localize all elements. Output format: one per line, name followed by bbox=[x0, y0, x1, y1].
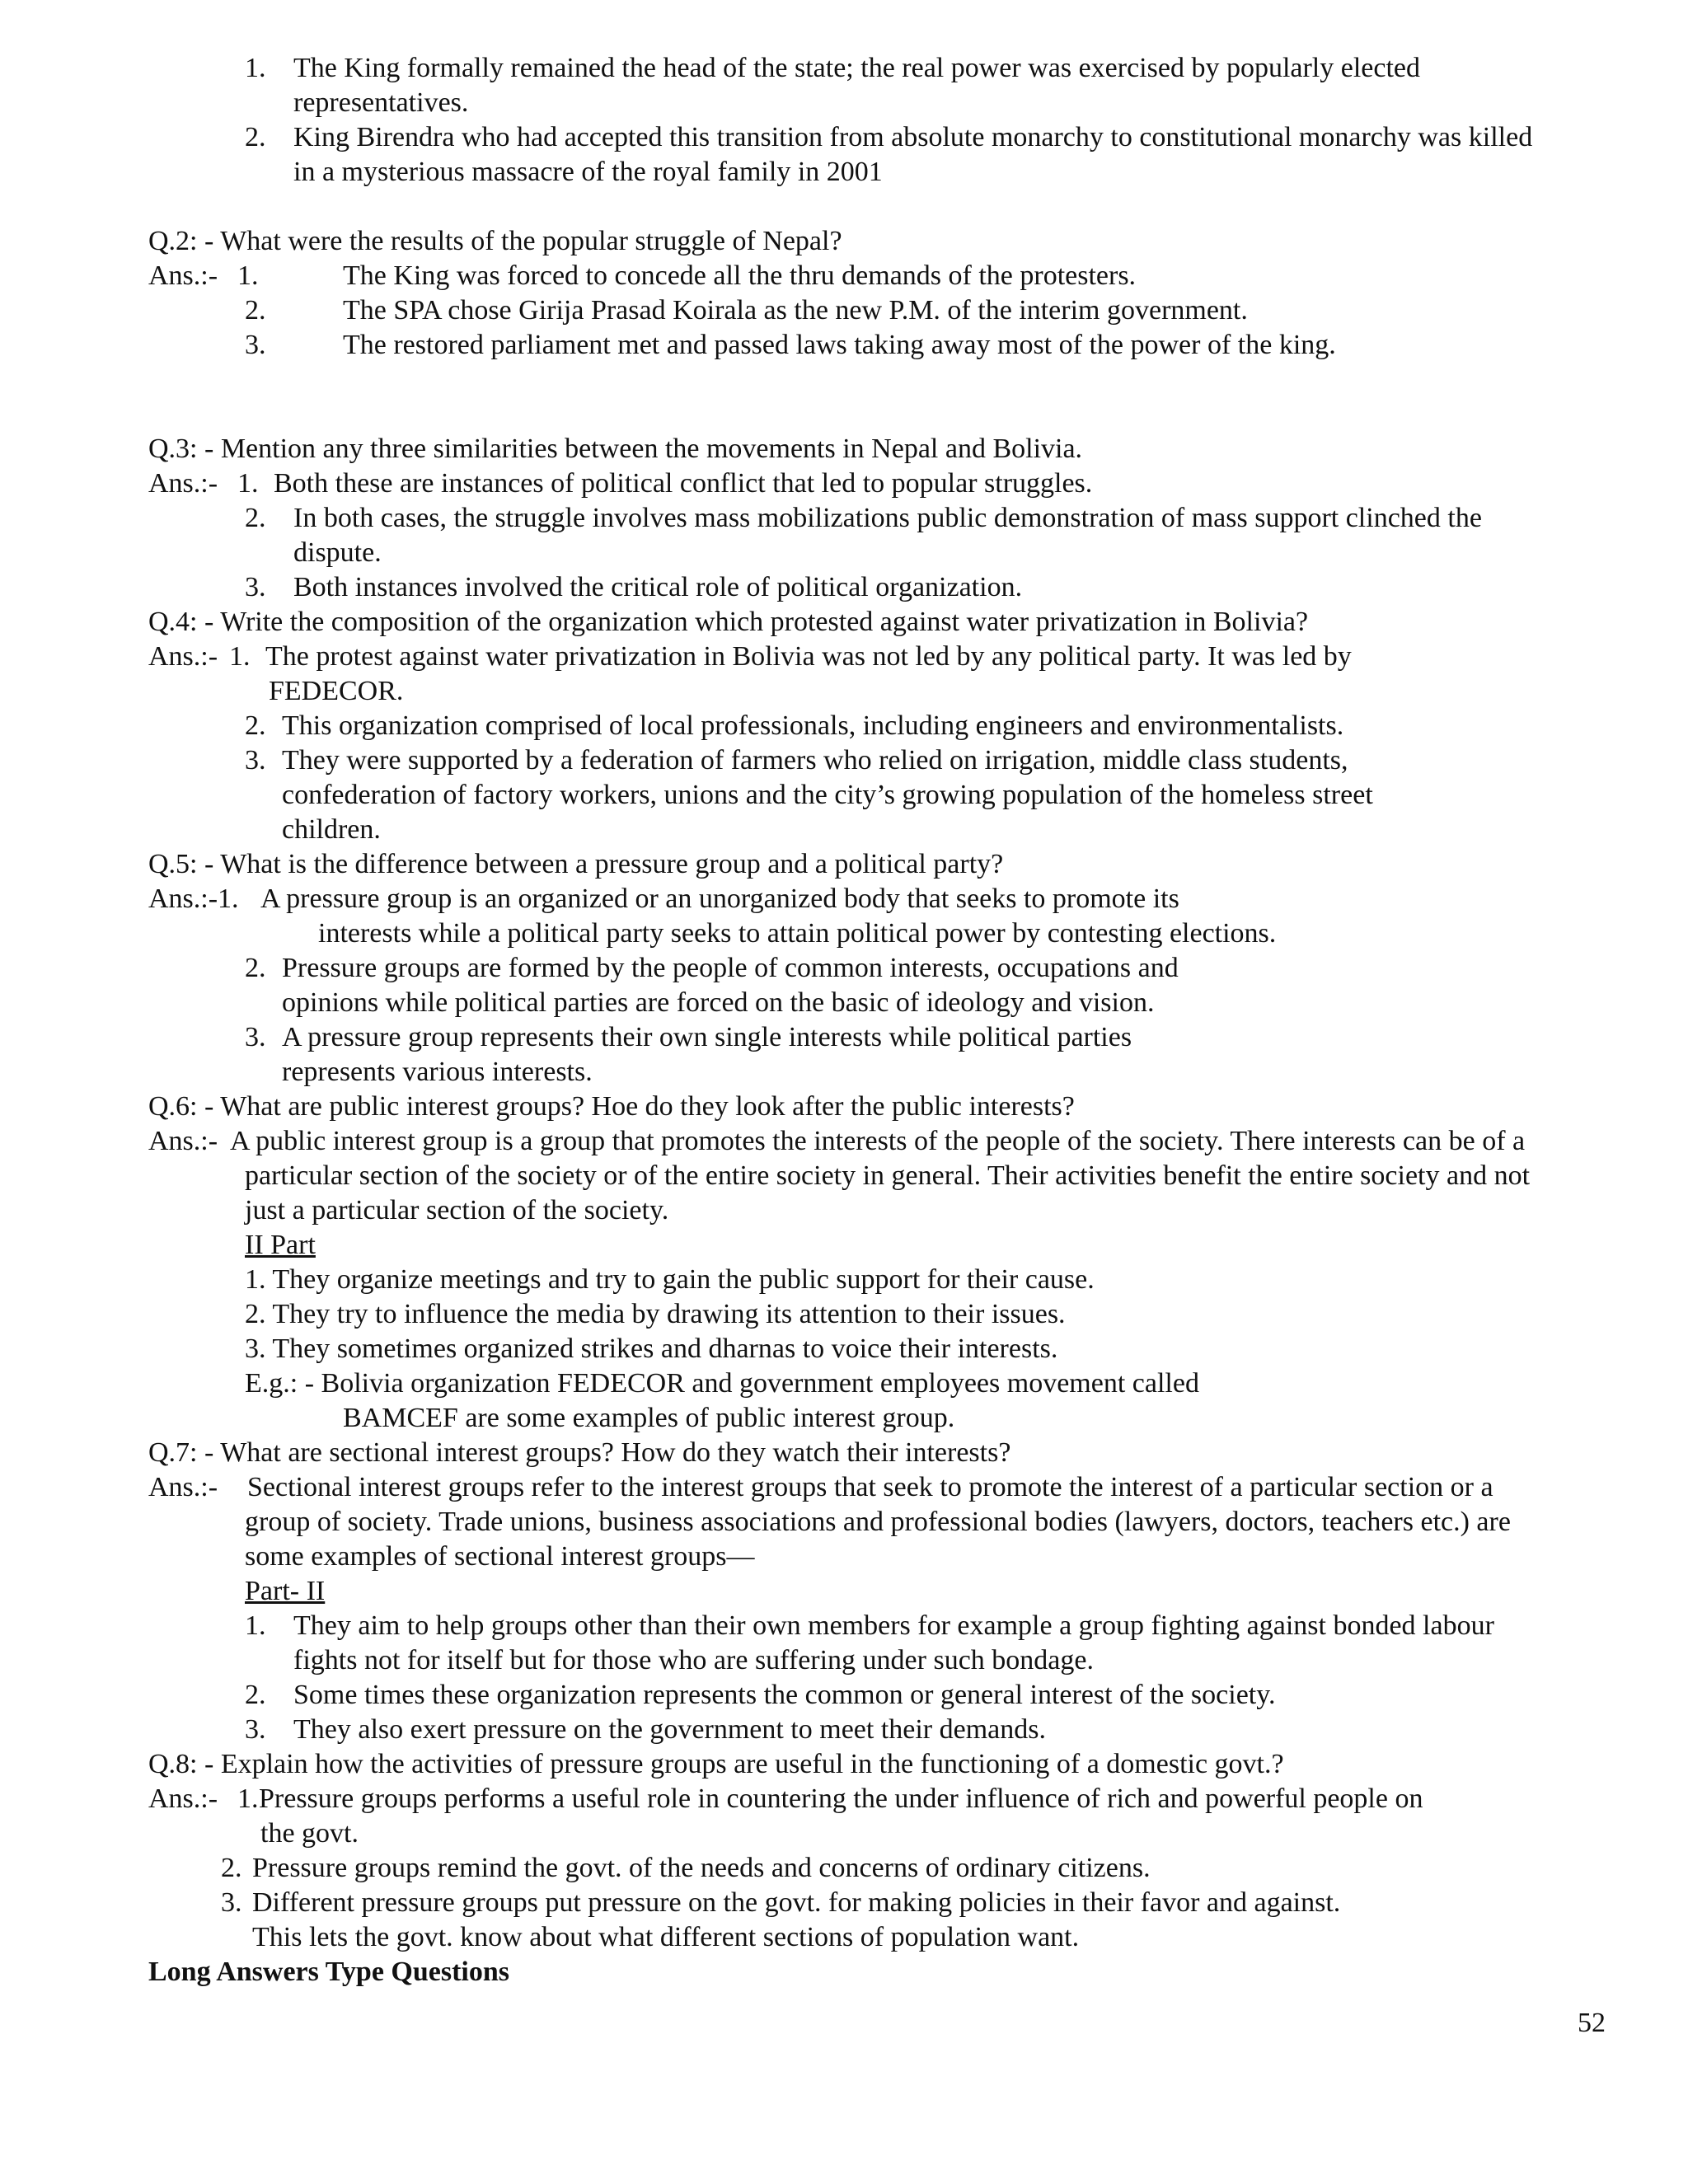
q6-example-line-2: BAMCEF are some examples of public interest group. bbox=[343, 1403, 955, 1433]
q5-answer-3-number: 3. bbox=[245, 1022, 266, 1052]
q8-answer-3-number: 3. bbox=[221, 1887, 242, 1918]
q6-question: Q.6: - What are public interest groups? Hoe do they look after the public interests? bbox=[148, 1091, 1075, 1122]
intro-item-2-number: 2. bbox=[245, 122, 266, 152]
q2-answer-3-text: The restored parliament met and passed laws taking away most of the power of the king. bbox=[343, 330, 1336, 360]
q3-answer-2-number: 2. bbox=[245, 503, 266, 533]
q5-answer-3-line-2: represents various interests. bbox=[282, 1057, 593, 1087]
q8-answer-3-line-2: This lets the govt. know about what different sections of population want. bbox=[252, 1922, 1080, 1952]
q7-answer-1-number: 1. bbox=[245, 1610, 266, 1641]
q8-answer-1-number: 1. bbox=[237, 1783, 259, 1814]
page-number: 52 bbox=[1578, 2008, 1606, 2038]
q4-answer-label: Ans.:- bbox=[148, 641, 218, 672]
q7-answer-label: Ans.:- bbox=[148, 1472, 218, 1502]
q8-answer-1-line-1: Pressure groups performs a useful role in countering the under influence of rich and powerful people on bbox=[259, 1783, 1423, 1814]
q6-paragraph-line-1: A public interest group is a group that promotes the interests of the people of the society. There interests can be of a bbox=[230, 1126, 1526, 1156]
q2-answer-2-number: 2. bbox=[245, 295, 266, 326]
q5-answer-2-line-2: opinions while political parties are forced on the basic of ideology and vision. bbox=[282, 987, 1155, 1018]
q4-answer-2-number: 2. bbox=[245, 710, 266, 741]
q7-paragraph-line-3: some examples of sectional interest groups— bbox=[245, 1541, 755, 1572]
q3-answer-label: Ans.:- bbox=[148, 468, 218, 499]
q5-answer-1-line-2: interests while a political party seeks to attain political power by contesting elections. bbox=[318, 918, 1277, 949]
q4-question: Q.4: - Write the composition of the organization which protested against water privatization in Bolivia? bbox=[148, 607, 1309, 637]
q4-answer-3-line-2: confederation of factory workers, unions and the city’s growing population of the homeless street bbox=[282, 780, 1373, 810]
q4-answer-3-number: 3. bbox=[245, 745, 266, 776]
q4-answer-1-line-2: FEDECOR. bbox=[269, 676, 404, 706]
q7-answer-3-line-1: They also exert pressure on the government to meet their demands. bbox=[293, 1714, 1046, 1745]
q2-answer-1-number: 1. bbox=[237, 260, 259, 291]
q2-answer-3-number: 3. bbox=[245, 330, 266, 360]
q8-answer-1-line-2: the govt. bbox=[260, 1818, 359, 1849]
intro-item-2-line-1: King Birendra who had accepted this transition from absolute monarchy to constitutional monarchy was killed bbox=[293, 122, 1533, 152]
q5-answer-2-line-1: Pressure groups are formed by the people of common interests, occupations and bbox=[282, 953, 1179, 983]
q6-paragraph-line-3: just a particular section of the society. bbox=[245, 1195, 669, 1226]
intro-item-1-line-2: representatives. bbox=[293, 87, 469, 118]
q2-answer-2-text: The SPA chose Girija Prasad Koirala as the new P.M. of the interim government. bbox=[343, 295, 1248, 326]
q5-question: Q.5: - What is the difference between a pressure group and a political party? bbox=[148, 849, 1004, 879]
q2-question: Q.2: - What were the results of the popular struggle of Nepal? bbox=[148, 226, 842, 256]
q6-point-1: 1. They organize meetings and try to gain the public support for their cause. bbox=[245, 1264, 1095, 1295]
q3-answer-2-line-1: In both cases, the struggle involves mass mobilizations public demonstration of mass support clinched the bbox=[293, 503, 1482, 533]
q6-point-2: 2. They try to influence the media by drawing its attention to their issues. bbox=[245, 1299, 1066, 1329]
q4-answer-3-line-3: children. bbox=[282, 814, 381, 845]
section-heading: Long Answers Type Questions bbox=[148, 1957, 509, 1987]
q7-paragraph-line-2: group of society. Trade unions, business associations and professional bodies (lawyers, doctors, teachers etc.) are bbox=[245, 1507, 1511, 1537]
q8-question: Q.8: - Explain how the activities of pressure groups are useful in the functioning of a domestic govt.? bbox=[148, 1749, 1284, 1779]
q8-answer-label: Ans.:- bbox=[148, 1783, 218, 1814]
q4-answer-1-number: 1. bbox=[229, 641, 251, 672]
q3-question: Q.3: - Mention any three similarities between the movements in Nepal and Bolivia. bbox=[148, 434, 1083, 464]
q8-answer-2-number: 2. bbox=[221, 1853, 242, 1883]
q3-answer-2-line-2: dispute. bbox=[293, 537, 382, 568]
q2-answer-label: Ans.:- bbox=[148, 260, 218, 291]
q7-answer-1-line-1: They aim to help groups other than their own members for example a group fighting against bonded labour bbox=[293, 1610, 1494, 1641]
q3-answer-1-line-1: Both these are instances of political conflict that led to popular struggles. bbox=[274, 468, 1093, 499]
q5-answer-2-number: 2. bbox=[245, 953, 266, 983]
intro-item-1-line-1: The King formally remained the head of the state; the real power was exercised by popularly elected bbox=[293, 53, 1421, 83]
q2-answer-1-text: The King was forced to concede all the thru demands of the protesters. bbox=[343, 260, 1137, 291]
q8-answer-2-line-1: Pressure groups remind the govt. of the needs and concerns of ordinary citizens. bbox=[252, 1853, 1151, 1883]
q5-answer-label: Ans.:-1. bbox=[148, 883, 239, 914]
q6-part-heading: II Part bbox=[245, 1230, 316, 1260]
q6-point-3: 3. They sometimes organized strikes and dharnas to voice their interests. bbox=[245, 1333, 1058, 1364]
q7-question: Q.7: - What are sectional interest groups? How do they watch their interests? bbox=[148, 1437, 1011, 1468]
q4-answer-3-line-1: They were supported by a federation of farmers who relied on irrigation, middle class students, bbox=[282, 745, 1348, 776]
q8-answer-3-line-1: Different pressure groups put pressure on the govt. for making policies in their favor and against. bbox=[252, 1887, 1341, 1918]
q5-answer-1-line-1: A pressure group is an organized or an unorganized body that seeks to promote its bbox=[260, 883, 1179, 914]
q7-answer-3-number: 3. bbox=[245, 1714, 266, 1745]
intro-item-2-line-2: in a mysterious massacre of the royal family in 2001 bbox=[293, 157, 883, 187]
q7-answer-2-number: 2. bbox=[245, 1680, 266, 1710]
q6-example-line-1: E.g.: - Bolivia organization FEDECOR and government employees movement called bbox=[245, 1368, 1199, 1399]
q6-answer-label: Ans.:- bbox=[148, 1126, 218, 1156]
q7-paragraph-line-1: Sectional interest groups refer to the interest groups that seek to promote the interest of a particular section or a bbox=[247, 1472, 1493, 1502]
q3-answer-3-number: 3. bbox=[245, 572, 266, 602]
q3-answer-1-number: 1. bbox=[237, 468, 259, 499]
q7-answer-1-line-2: fights not for itself but for those who are suffering under such bondage. bbox=[293, 1645, 1094, 1675]
q6-paragraph-line-2: particular section of the society or of the entire society in general. Their activities benefit the entire society and not bbox=[245, 1160, 1531, 1191]
q7-answer-2-line-1: Some times these organization represents the common or general interest of the society. bbox=[293, 1680, 1276, 1710]
q7-part-heading: Part- II bbox=[245, 1576, 326, 1606]
q3-answer-3-line-1: Both instances involved the critical role of political organization. bbox=[293, 572, 1023, 602]
q4-answer-2-line-1: This organization comprised of local professionals, including engineers and environmentalists. bbox=[282, 710, 1344, 741]
intro-item-1-number: 1. bbox=[245, 53, 266, 83]
q5-answer-3-line-1: A pressure group represents their own single interests while political parties bbox=[282, 1022, 1132, 1052]
q4-answer-1-line-1: The protest against water privatization in Bolivia was not led by any political party. It was led by bbox=[265, 641, 1352, 672]
